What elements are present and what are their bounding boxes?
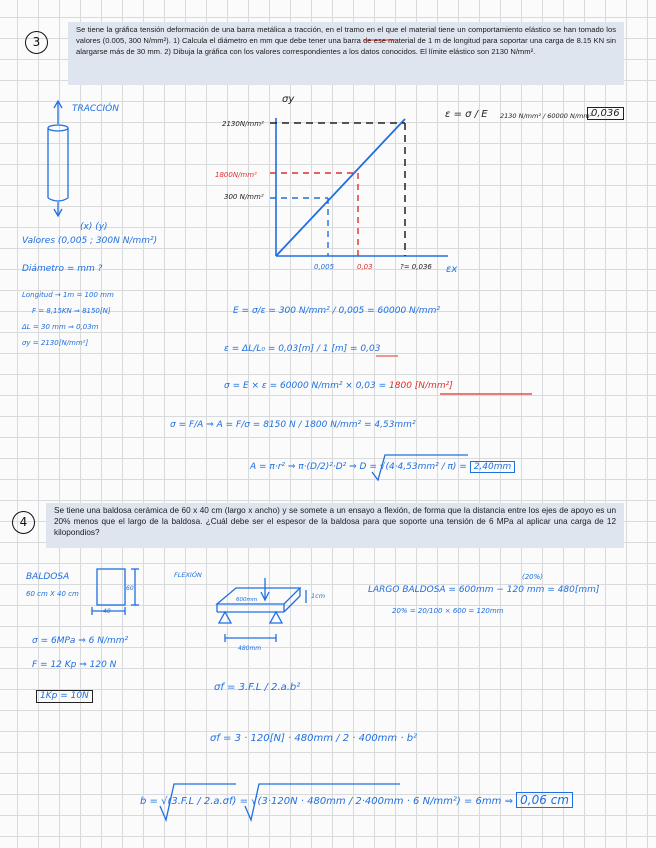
tile-dim-480: 480mm — [238, 645, 262, 652]
graph-y-axis-label: σy — [282, 94, 295, 105]
sigma-f-formula: σf = 3.F.L / 2.a.b² — [214, 682, 301, 693]
tile-dim-40: 40 — [103, 608, 111, 615]
stress-formula — [224, 381, 453, 392]
fuerza-line: F = 8,15KN ⇒ 8150[N] — [32, 307, 111, 315]
thickness-result: 0,06 cm — [516, 792, 573, 808]
tile-dim-1cm: 1cm — [311, 592, 326, 600]
largo-baldosa: LARGO BALDOSA = 600mm − 120 mm = 480[mm] — [368, 585, 600, 595]
pct-label: (20%) — [522, 573, 544, 581]
graph-x-003: 0,03 — [357, 263, 373, 271]
diameter-formula-text: A = π·r² ⇒ π·(D/2)²·D² ⇒ D = √(4·4,53mm² / π) = — [250, 462, 470, 472]
problem-4-statement: Se tiene una baldosa cerámica de 60 x 40 cm (largo x ancho) y se somete a un ensayo a flexión, de forma que la distancia entre los ejes de apoyo es un 20% menos que el largo de la baldosa. ¿Cuál debe ser el espesor de la baldosa para que soporte una tensión de 6 MPa al aplicar una carga de 12 kilopondios? — [46, 503, 624, 548]
sigma-y-line: σy = 2130[N/mm²] — [22, 339, 89, 347]
graph-x-0036: ?= 0,036 — [400, 263, 432, 271]
sigma-f-substitution: σf = 3 · 120[N] · 480mm / 2 · 400mm · b² — [210, 733, 418, 744]
eps-fraction: 2130 N/mm² / 60000 N/mm² — [500, 112, 593, 120]
diametro-line: Diámetro = mm ? — [22, 264, 103, 274]
sigma-mpa: σ = 6MPa ⇒ 6 N/mm² — [32, 636, 129, 646]
graph-y-1800: 1800N/mm² — [215, 171, 257, 179]
baldosa-label: BALDOSA — [26, 572, 70, 582]
problem-4-number: 4 — [12, 511, 35, 534]
eps-result: 0,036 — [587, 107, 624, 120]
thickness-formula — [140, 795, 573, 807]
graph-x-axis-label: εx — [446, 264, 458, 275]
stress-strain-graph — [270, 118, 448, 256]
bending-test-sketch — [217, 578, 306, 642]
stress-formula-text: σ = E × ε = 60000 N/mm² × 0,03 = — [224, 381, 390, 391]
bar-cylinder-sketch — [48, 101, 68, 216]
longitud-line: Longitud → 1m = 100 mm — [22, 291, 114, 299]
traccion-label: TRACCIÓN — [72, 104, 119, 114]
tile-dim-600: 600mm — [236, 597, 258, 603]
strain-formula: ε = ΔL/L₀ = 0,03[m] / 1 [m] = 0,03 — [224, 344, 381, 354]
area-formula: σ = F/A ⇒ A = F/σ = 8150 N / 1800 N/mm² = 4,53mm² — [170, 420, 416, 430]
stress-result: 1800 [N/mm²] — [389, 381, 453, 391]
problem-3-statement: Se tiene la gráfica tensión deformación de una barra metálica a tracción, en el tramo en el que el material tiene un comportamiento elástico se han tomado los valores (0.005, 300 N/mm²). 1) Calcula el diámetro en mm que debe tener una barra de ese material de 1 m de longitud para soportar una carga de 8.15 KN sin alargarse más de 30 mm. 2) Dibuja la gráfica con los valores correspondientes a los datos conocidos. El límite elástico son 2130 N/mm². — [68, 22, 624, 85]
diameter-result: 2,40mm — [470, 461, 516, 473]
graph-x-0005: 0,005 — [314, 263, 335, 271]
delta-l-line: ΔL = 30 mm ⇒ 0,03m — [22, 323, 99, 331]
pct-calc: 20% = 20/100 × 600 = 120mm — [392, 607, 504, 615]
baldosa-dims: 60 cm X 40 cm — [26, 590, 79, 598]
graph-y-300: 300 N/mm² — [224, 193, 264, 201]
diameter-formula — [250, 462, 515, 473]
force-kp: F = 12 Kp ⇒ 120 N — [32, 660, 117, 670]
eps-ratio: ε = σ / E — [445, 109, 488, 120]
flexion-label: FLEXIÓN — [174, 571, 202, 579]
valores-line: Valores (0,005 ; 300N N/mm²) — [22, 236, 158, 246]
xy-header: (x) (y) — [80, 222, 108, 232]
problem-3-number: 3 — [25, 31, 48, 54]
graph-y-2130: 2130N/mm² — [222, 120, 264, 128]
thickness-formula-text: b = √(3.F.L / 2.a.σf) = √(3·120N · 480mm / 2·400mm · 6 N/mm²) = 6mm ⇒ — [140, 796, 517, 807]
tile-dim-60: 60 — [126, 585, 134, 592]
modulus-formula: E = σ/ε = 300 N/mm² / 0,005 = 60000 N/mm² — [233, 306, 440, 316]
kp-equivalence: 1Kp = 10N — [36, 690, 93, 703]
